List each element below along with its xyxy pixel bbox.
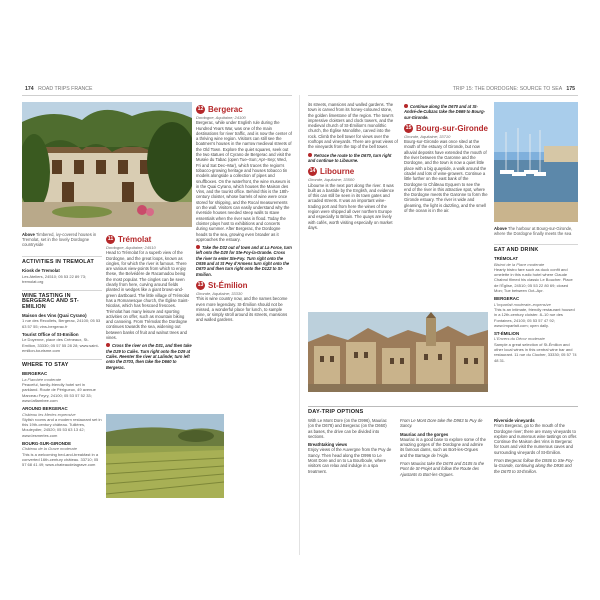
libourne-bourg-column <box>404 102 488 216</box>
stop-libourne-heading <box>308 167 398 176</box>
stemilion-continued-body: its streets, mansions and walled gardens. The town is carved from its honey-coloured stone, the golden limestone of the region. The town's impressive cloisters and clock towers, and the medieval church of St-Émilion's monolithic church, the Église Monolithe, carved into the rock. Climb the bell tower for views over the rooftops and vineyards. There are great views of the vineyards from the top of the bell tower. <box>308 102 398 150</box>
left-photo-caption <box>22 232 98 248</box>
stop-bourg-location: Gironde, Aquitaine; 33710 <box>404 133 451 139</box>
drive-marker-icon <box>106 343 110 347</box>
stop-bergerac-heading <box>196 105 292 114</box>
stop-bourg-heading <box>404 124 488 133</box>
vineyard-field-photo <box>106 414 224 498</box>
tremolat-drive-directions <box>106 343 192 369</box>
stay-region-bourg: BOURG-SUR-GIRONDE <box>22 441 72 447</box>
where-to-stay-heading: WHERE TO STAY <box>22 359 102 368</box>
left-running-header <box>22 83 93 95</box>
stop-libourne-location: Gironde, Aquitaine; 33500 <box>308 177 355 183</box>
eat1-details: Hearty bistro fare such as duck confit and omelette in this rustic hotel where Claude Chabrol filmed his classic Le Boucher. Place de l'Église, 24510; 05 53 22 80 69; closed Mon; Tue between Oct–Apr. <box>494 266 573 294</box>
bergerac-column <box>196 102 292 326</box>
stop-bergerac-name: Bergerac <box>208 104 243 114</box>
day-trip-gorges-directions: From Mauriac take the D678 and D105 to the Pont de St-Projet and follow the Route des Ajustants to Bort-les-Orgues. <box>400 461 485 477</box>
stop-libourne-name: Libourne <box>320 167 355 177</box>
eat-region-bergerac: BERGERAC <box>494 296 520 302</box>
left-page-number: 174 <box>25 86 34 92</box>
stop-number-badge: 12 <box>196 105 205 114</box>
tourist-office-name: Tourist Office of St-Emilion <box>22 331 79 337</box>
stemilion-drive-text: Retrace the route to the D670, turn right and continue to Libourne. <box>308 152 392 163</box>
eat3-name: L'Envers du Décor moderate <box>494 336 545 342</box>
stop-number-badge: 14 <box>308 167 317 176</box>
kiosk-name: Kiosk de Tremolat <box>22 268 60 274</box>
right-photo-caption <box>494 226 578 236</box>
stop-stemilion-body: This is wine country now, and the names become even more legendary. St-Émilion should not be missed, a wonderful place for lunch, to sample wine, or simply stroll around its streets, mansions and walled gardens. <box>196 296 288 323</box>
town-rooftops-illustration <box>308 312 488 392</box>
stop-bourg-name: Bourg-sur-Gironde <box>416 123 488 133</box>
eat2-details: This is an intimate, friendly restaurant housed in a 12th-century cloister. 8–10 rue des Fontaines, 24100; 05 53 57 47 92; www.imparfait.com; open daily. <box>494 306 575 328</box>
wine-tasting-heading: WINE TASTING IN BERGERAC AND ST-EMILION <box>22 290 102 310</box>
day-trip-sub-gorges: Mauriac and the gorges <box>400 431 449 437</box>
stop-number-badge: 11 <box>106 235 115 244</box>
day-trip-column-3 <box>494 418 578 477</box>
tourist-office-details: Le Doyenne, place des Créneaux, St-Emilion, 33330; 05 57 55 28 28; www.saint-emilion-tourisme.com <box>22 337 99 353</box>
stop-tremolat-location: Dordogne, Aquitaine; 24510 <box>106 245 156 250</box>
maison-des-vins-details: 1 rue des Recollets, Bergerac, 24100; 05 53 63 57 55; vins-bergerac.fr <box>22 318 101 329</box>
right-caption-label: Above <box>494 226 507 231</box>
activities-heading: ACTIVITIES IN TREMOLAT <box>22 256 102 265</box>
eat-and-drink-heading: EAT AND DRINK <box>494 244 578 253</box>
stop-bourg-body: Bourg-sur-Gironde was once sited at the mouth of the estuary of Gironde, but now alluvial deposits have extended the mouth of the river between the Garonne and the Dordogne, and the town is now a quiet little place with a big quayside, a walk around the citadel and lots of wine-growers. Continue a little further on the east bank of the Dordogne to Château Eyquem to see the end of the river in this attractive spot, where the Dordogne meets the Garonne to form the Gironde estuary. The river is wide and gleaming, the light is dazzling, and the smell of the ocean is in the air. <box>404 139 488 214</box>
stop-bergerac-location: Dordogne, Aquitaine; 24100 <box>196 115 246 120</box>
tremolat-houses-illustration <box>22 102 192 227</box>
right-header-title: TRIP 15: THE DORDOGNE: SOURCE TO SEA <box>452 86 562 92</box>
day-trip-sub-vineyards: Riverside vineyards <box>494 418 535 423</box>
left-header-rule <box>22 95 292 96</box>
right-page-number: 175 <box>566 86 575 92</box>
right-caption-text: The harbour at Bourg-sur-Gironde, where the Dordogne finally meets the sea <box>494 226 573 237</box>
stay1-details: Peaceful, family-friendly hotel set in parkland. Route de Périgueux, 49 avenue Marceau Feyry, 24100; 05 53 57 52 33; www.laflambee.com <box>22 382 96 403</box>
stay2-name: Château les Merles expensive <box>22 411 76 417</box>
eat3-details: Sample a great selection of St-Émilion and other local wines in this central wine bar and restaurant. 11 rue du Clocher, 33330; 05 57 74 48 31. <box>494 341 577 363</box>
left-header-title: ROAD TRIPS FRANCE <box>38 86 93 92</box>
left-caption-text: Timbered, ivy-covered houses in Tremolat, set in the lovely Dordogne countryside <box>22 232 97 248</box>
stop-stemilion-location: Gironde, Aquitaine; 33330 <box>196 290 243 296</box>
right-running-header <box>453 83 578 95</box>
maison-des-vins-name: Maison des Vins (Quai Cyrano) <box>22 313 87 319</box>
day-trip-column-2 <box>400 418 486 480</box>
town-rooftops-photo <box>308 312 488 392</box>
tremolat-column <box>106 232 192 374</box>
eat-region-stemilion: ST-ÉMILION <box>494 331 520 337</box>
stop-stemilion-heading <box>196 281 292 290</box>
stay2-details: Stylish rooms and a modern restaurant set in this 19th-century château. Tuilières, Mouleydier, 24520; 05 53 63 13 42; www.lesmerles.com <box>22 416 102 438</box>
drive-marker-icon <box>196 245 200 249</box>
right-header-rule <box>308 95 578 96</box>
stemilion-drive-directions <box>308 153 398 164</box>
bourg-harbour-photo <box>494 102 578 222</box>
stay3-name: Château de la Grave moderate <box>22 446 77 452</box>
bergerac-drive-text: Take the D32 out of town and at La Force, turn left onto the D20 for Ste-Foy-la-Grande. Cross the river to enter Ste-Foy. Turn right onto the D936 and at St Pey d'Armens turn right onto the D670 and then turn right onto the D122 to St-Emilion. <box>196 245 292 277</box>
eat1-name: Bistrot de la Place moderate <box>494 261 545 267</box>
stop-libourne-body: Libourne is the next port along the river. It was built as a bastide by the English, and evidence of this can still be seen in its town gates and arcaded streets. It was an important wine-trading port and from here the wines of the region were shipped all over northern Europe and especially to Britain. The quays are lively with cafés, worth visiting especially on market days. <box>308 182 395 230</box>
libourne-drive-text: Continue along the D670 and at St-André-de-Cubzac take the D669 to Bourg-sur-Gironde. <box>404 104 485 120</box>
libourne-drive-directions <box>404 104 488 120</box>
eat2-name: L'Imparfait moderate–expensive <box>494 301 551 307</box>
vineyard-field-illustration <box>106 414 224 498</box>
day-trip-gorges-text: Mauriac is a good base to explore some of the amazing gorges of the Dordogne and admire its famous dams, such as Bort-les-Orgues and the Barrage de l'Aigle. <box>400 436 486 458</box>
stay-region-around-bergerac: AROUND BERGERAC <box>22 406 68 412</box>
stop-number-badge: 13 <box>196 281 205 290</box>
stop-tremolat-name: Trémolat <box>118 234 152 244</box>
day-trip-heading-wrap <box>308 406 578 415</box>
tremolat-drive-text: Cross the river on the D31, and then take the D29 to Calès. Turn right onto the D29 at Calès. Reenter the river at Lalinde; turn left onto the D703, then take the D660 to Bergerac. <box>106 343 192 370</box>
eat-and-drink-sidebar <box>494 244 578 365</box>
stop-number-badge: 15 <box>404 124 413 133</box>
day-trip-options <box>308 406 578 417</box>
eat-region-tremolat: TRÉMOLAT <box>494 256 519 262</box>
drive-marker-icon <box>404 104 408 108</box>
day-trip-heading: DAY-TRIP OPTIONS <box>308 409 364 415</box>
stay-region-bergerac: BERGERAC <box>22 371 48 377</box>
day-trip-vineyards-text: From Bergerac, go to the mouth of the Dordogne river; there are many vineyards to explore and numerous wine tastings on offer. Continue the Maison des Vins in Bergerac for tours and visit the numerous caves and surrounding vineyards of St-Émilion. <box>494 423 578 455</box>
stemilion-continued-column <box>308 102 398 233</box>
day-trip-intro: With Le Mont Dore (on the D996), Mauriac (on the D678) and Bergerac (on the D660) as bases, the drive can be divided into sections. <box>308 418 387 439</box>
day-trip-column-1 <box>308 418 392 477</box>
bergerac-drive-directions <box>196 245 292 277</box>
day-trip-sub-views: Breathtaking views <box>308 442 348 448</box>
drive-marker-icon <box>308 153 312 157</box>
day-trip-vineyards-directions: From Bergerac follow the D936 to Ste-Foy-la-Grande, continuing along the D936 and the D670 to St-Émilion. <box>494 458 574 474</box>
stop-stemilion-name: St-Émilion <box>208 280 248 290</box>
day-trip-views-directions: From Le Mont Dore take the D983 to Puy de Sancy. <box>400 418 483 429</box>
stop-bergerac-body: Bergerac, while under English rule during the Hundred Years War, was one of the main destinations for river traffic, and is now the center of a thriving wine region. Visitors can still see the boatmen's houses in the narrow medieval streets of the Old Town. Explore the quiet squares, seek out the two statues of Cyrano de Bergerac and visit the Musée du Tabac (open Tue–Sun; Apr–Sep; Wed, Fri and Sat Dec–Mar), which traces the region's tobacco-growing heritage and houses tobacco tin models alongside a collection of pipes and snuffboxes. On the waterfront, the wine museum is in the Quai Cyrano, which houses the Maison des Vins, and the tourist office. Behind this is the 18th-century cloister, whose barrels of wine were once stored for shipping, and the Rocal measurements on the wall. Visitors can easily understand why the riverside houses needed steep walls to stave essentials when the river was in flood. Today the cloister plays host to exhibitions and concerts during summer. After Bergerac, the Dordogne heads to the sea, growing even broader as it approaches the estuary. <box>196 120 292 242</box>
day-trip-views-text: Enjoy views of the Auvergne from the Puy de Sancy. Then head along the D996 to Le Mont Dore and on to La Bourboule, where visitors can relax and indulge in a spa treatment. <box>308 447 392 474</box>
stay3-details: This is a welcoming bed-and-breakfast in a converted 16th-century château. 33710; 05 57 68 41 49; www.chateaudelagrave.com <box>22 451 99 468</box>
tremolat-houses-photo <box>22 102 192 227</box>
kiosk-details: Les Ateliers, 24510; 05 53 22 89 73; tremolat.org <box>22 273 87 284</box>
stay1-name: La Flambée moderate <box>22 376 62 382</box>
stop-tremolat-heading <box>106 235 192 244</box>
stop-tremolat-body: Head to Trémolat for a superb view of the Dordogne, and the great loops, known as cingles, for which the river is famous. There are various view-points from which to enjoy these, the Belvédère de Racamadou being the most popular. The cingles can be seen clearly from here, curving around fields planted in wedges like a giant brown-and-green dartboard. The little village of Trémolat has a Romanesque church, the Église Saint-Nicolas, which has frescoed frescoes. Trémolat has many leisure and sporting activities on offer, such as mountain biking and canoeing. From Trémolat the Dordogne continues towards the sea, widening out between banks of fruit and walnut trees and vines. <box>106 250 190 341</box>
left-sidebar <box>22 256 102 470</box>
left-caption-label: Above <box>22 232 35 237</box>
page-gutter <box>299 95 300 555</box>
bourg-harbour-illustration <box>494 102 578 222</box>
